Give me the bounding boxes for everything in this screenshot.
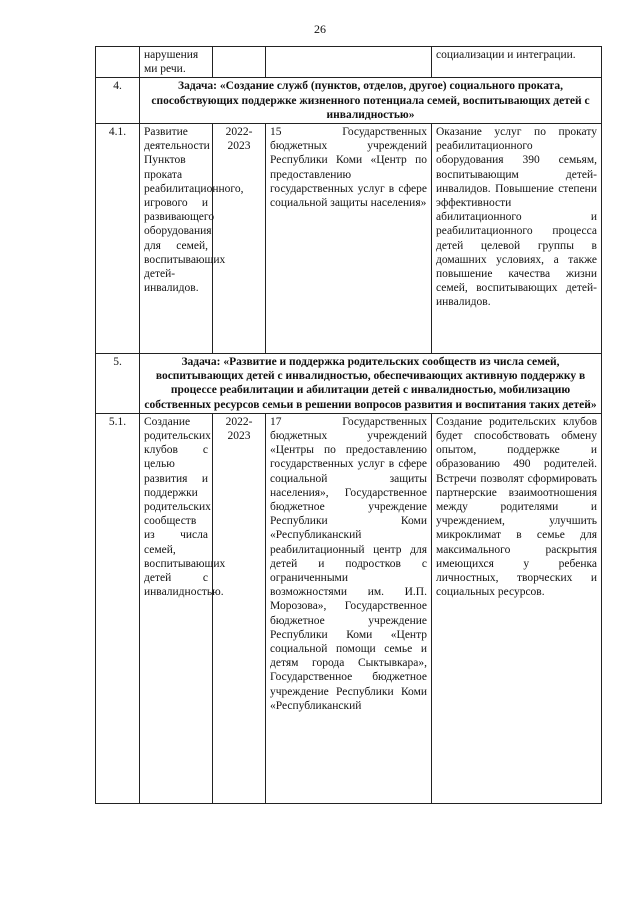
page-number: 26 [314, 22, 326, 36]
cell-result: социализации и интеграции. [432, 47, 602, 78]
table-row-fragment [96, 47, 602, 78]
cell-measure: Создание родительских клубов с целью развития и поддержки родительских сообществ из числа семей, воспитывающих детей с инвалидностью. [140, 413, 213, 803]
cell-measure: Развитие деятельности Пунктов проката реабилитационного, игрового и развивающего оборудования для семей, воспитывающих детей-инвалидов. [140, 124, 213, 354]
table-row-item-5-1 [96, 413, 602, 803]
cell-num [96, 47, 140, 78]
cell-num: 4.1. [96, 124, 140, 354]
task-heading: Задача: «Создание служб (пунктов, отделов, другое) социального проката, способствующих поддержке жизненного потенциала семей, воспитывающих детей с инвалидностью» [140, 78, 602, 124]
cell-period: 2022-2023 [213, 413, 266, 803]
table-row-item-4-1 [96, 124, 602, 354]
cell-measure: нарушения ми речи. [140, 47, 213, 78]
cell-num: 4. [96, 78, 140, 124]
cell-num: 5. [96, 354, 140, 414]
task-heading: Задача: «Развитие и поддержка родительских сообществ из числа семей, воспитывающих детей с инвалидностью, обеспечивающих активную поддержку в процессе реабилитации и абилитации детей с инвалидностью, мобилизацию собственных ресурсов семьи в решении вопросов развития и воспитания таких детей» [140, 354, 602, 414]
table-row-task-4 [96, 78, 602, 124]
cell-executor: 15 Государственных бюджетных учреждений Республики Коми «Центр по предоставлению государственных услуг в сфере социальной защиты населения» [266, 124, 432, 354]
table-row-task-5 [96, 354, 602, 414]
cell-num: 5.1. [96, 413, 140, 803]
cell-executor: 17 Государственных бюджетных учреждений «Центры по предоставлению государственных услуг в сфере социальной защиты населения», Государственное бюджетное учреждение Республики Коми «Республиканский реабилитационный центр для детей и подростков с ограниченными возможностями им. И.П. Морозова», Государственное бюджетное учреждение Республики Коми «Центр социальной помощи семье и детям города Сыктывкара», Государственное бюджетное учреждение Республики Коми «Республиканский [266, 413, 432, 803]
cell-period [213, 47, 266, 78]
cell-result: Создание родительских клубов будет способствовать обмену опытом, поддержке и образованию 490 родителей. Встречи позволят сформировать партнерские взаимоотношения между родителями и учреждением, улучшить микроклимат в семье для максимального раскрытия имеющихся у ребенка личностных, творческих и социальных ресурсов. [432, 413, 602, 803]
cell-period: 2022-2023 [213, 124, 266, 354]
cell-executor [266, 47, 432, 78]
plan-table [95, 46, 602, 804]
cell-result: Оказание услуг по прокату реабилитационного оборудования 390 семьям, воспитывающим детей-инвалидов. Повышение степени эффективности абилитационного и реабилитационного процесса детей целевой группы в домашних условиях, а также повышение качества жизни семей, воспитывающих детей-инвалидов. [432, 124, 602, 354]
